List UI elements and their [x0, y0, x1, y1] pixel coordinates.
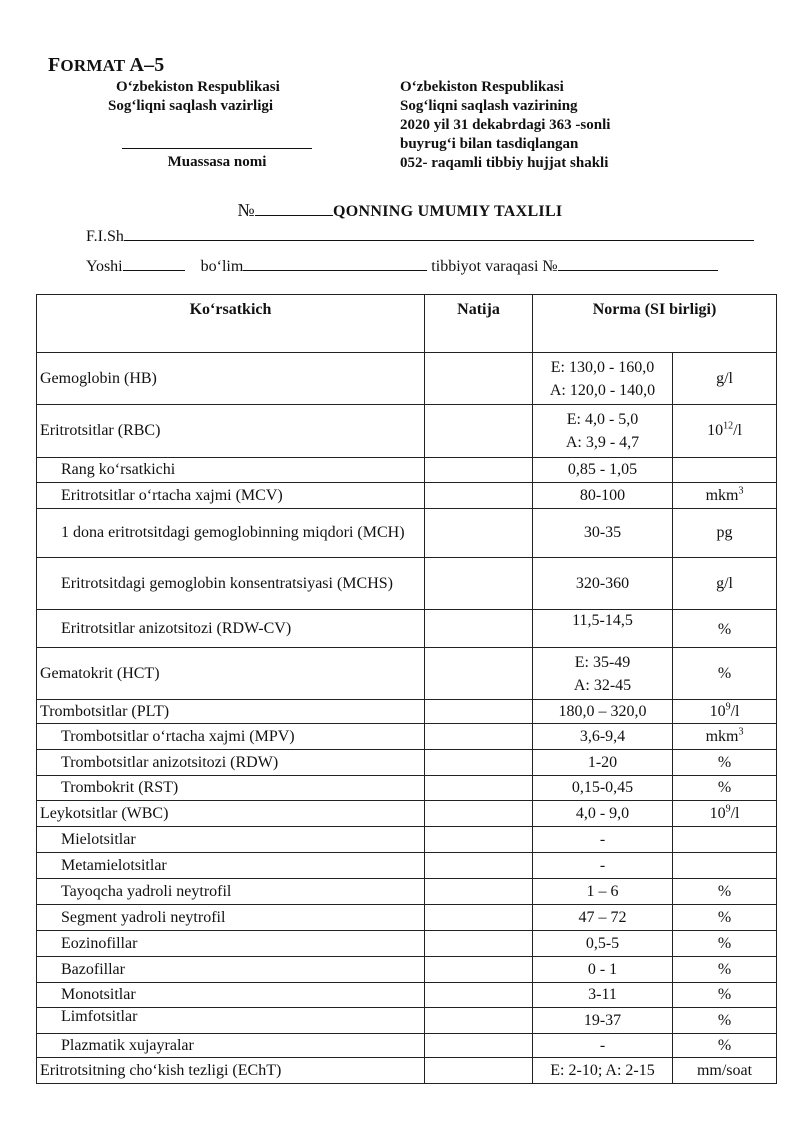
norm-cell: 3-11: [533, 983, 673, 1008]
approval-line-2: Sog‘liqni saqlash vazirining: [400, 98, 578, 114]
ministry-name: Sog‘liqni saqlash vazirligi: [108, 98, 274, 114]
unit-cell: mm/soat: [673, 1058, 777, 1084]
result-cell[interactable]: [425, 353, 533, 405]
header-result: Natija: [425, 295, 533, 353]
result-cell[interactable]: [425, 700, 533, 724]
fish-field[interactable]: [124, 224, 754, 241]
unit-cell: %: [673, 610, 777, 648]
table-row: [37, 827, 777, 853]
unit-cell: mkm$^3$: [673, 724, 777, 750]
unit-cell: $10^9/l$: [673, 700, 777, 724]
document-title: [0, 200, 800, 221]
document-title-text: QONNING UMUMIY TAXLILI: [333, 203, 563, 220]
norm-cell: -: [533, 1034, 673, 1058]
table-row: [37, 931, 777, 957]
approval-line-5: 052- raqamli tibbiy hujjat shakli: [400, 155, 609, 171]
norm-cell: 0,5-5: [533, 931, 673, 957]
table-row: [37, 776, 777, 801]
result-cell[interactable]: [425, 905, 533, 931]
result-cell[interactable]: [425, 558, 533, 610]
indicator-cell: Eritrotsitdagi gemoglobin konsentratsiyasi (MCHS): [37, 558, 425, 610]
result-cell[interactable]: [425, 983, 533, 1008]
table-row: [37, 1058, 777, 1084]
unit-cell: %: [673, 931, 777, 957]
result-cell[interactable]: [425, 853, 533, 879]
table-row: [37, 905, 777, 931]
norm-cell: 180,0 – 320,0: [533, 700, 673, 724]
indicator-cell: Trombotsitlar o‘rtacha xajmi (MPV): [37, 724, 425, 750]
indicator-cell: Tayoqcha yadroli neytrofil: [37, 879, 425, 905]
norm-cell: E: 2-10; A: 2-15: [533, 1058, 673, 1084]
indicator-cell: Limfotsitlar: [37, 1008, 425, 1034]
result-cell[interactable]: [425, 750, 533, 776]
table-row: [37, 700, 777, 724]
table-row: [37, 853, 777, 879]
unit-cell: [673, 853, 777, 879]
result-cell[interactable]: [425, 458, 533, 483]
indicator-cell: Eritrotsitlar anizotsitozi (RDW-CV): [37, 610, 425, 648]
table-header-row: [37, 295, 777, 353]
unit-cell: mkm$^3$: [673, 483, 777, 509]
ministry-country: O‘zbekiston Respublikasi: [116, 79, 280, 95]
table-row: [37, 1034, 777, 1058]
header-norm: Norma (SI birligi): [533, 295, 777, 353]
table-row: [37, 724, 777, 750]
unit-cell: $10^9/l$: [673, 801, 777, 827]
table-row: [37, 483, 777, 509]
institution-label: Muassasa nomi: [167, 154, 267, 170]
norm-cell: 80-100: [533, 483, 673, 509]
indicator-cell: Mielotsitlar: [37, 827, 425, 853]
indicator-cell: Metamielotsitlar: [37, 853, 425, 879]
indicator-cell: Bazofillar: [37, 957, 425, 983]
indicator-cell: Trombotsitlar (PLT): [37, 700, 425, 724]
format-label: FORMAT A–5: [48, 54, 165, 76]
result-cell[interactable]: [425, 1034, 533, 1058]
medical-card-label: tibbiyot varaqasi №: [431, 258, 558, 275]
result-cell[interactable]: [425, 957, 533, 983]
result-cell[interactable]: [425, 405, 533, 458]
indicator-cell: Eozinofillar: [37, 931, 425, 957]
result-cell[interactable]: [425, 610, 533, 648]
table-row: [37, 353, 777, 405]
table-row: [37, 750, 777, 776]
table-row: [37, 558, 777, 610]
norm-cell: 0,15-0,45: [533, 776, 673, 801]
institution-name-line: [122, 148, 312, 149]
age-label: Yoshi: [86, 258, 123, 275]
unit-cell: %: [673, 879, 777, 905]
medical-card-field[interactable]: [558, 254, 718, 271]
result-cell[interactable]: [425, 1058, 533, 1084]
table-row: [37, 983, 777, 1008]
table-row: [37, 509, 777, 558]
table-row: [37, 801, 777, 827]
number-sign: №: [237, 200, 256, 220]
norm-cell: E: 35-49 A: 32-45: [533, 648, 673, 700]
result-cell[interactable]: [425, 648, 533, 700]
unit-cell: g/l: [673, 558, 777, 610]
unit-cell: %: [673, 1034, 777, 1058]
indicator-cell: Segment yadroli neytrofil: [37, 905, 425, 931]
norm-cell: 47 – 72: [533, 905, 673, 931]
norm-cell: 320-360: [533, 558, 673, 610]
norm-cell: E: 4,0 - 5,0 A: 3,9 - 4,7: [533, 405, 673, 458]
department-field[interactable]: [243, 254, 427, 271]
norm-cell: 30-35: [533, 509, 673, 558]
unit-cell: %: [673, 905, 777, 931]
indicator-cell: Plazmatik xujayralar: [37, 1034, 425, 1058]
patient-details-row: [86, 254, 718, 276]
norm-cell: E: 130,0 - 160,0 A: 120,0 - 140,0: [533, 353, 673, 405]
unit-cell: [673, 458, 777, 483]
unit-cell: %: [673, 957, 777, 983]
table-row: [37, 610, 777, 648]
unit-cell: %: [673, 750, 777, 776]
approval-line-1: O‘zbekiston Respublikasi: [400, 79, 564, 95]
result-cell[interactable]: [425, 483, 533, 509]
result-cell[interactable]: [425, 509, 533, 558]
result-cell[interactable]: [425, 1008, 533, 1034]
norm-cell: 0 - 1: [533, 957, 673, 983]
table-row: [37, 1008, 777, 1034]
indicator-cell: Eritrotsitning cho‘kish tezligi (EChT): [37, 1058, 425, 1084]
indicator-cell: Rang ko‘rsatkichi: [37, 458, 425, 483]
result-cell[interactable]: [425, 724, 533, 750]
indicator-cell: Eritrotsitlar (RBC): [37, 405, 425, 458]
approval-line-4: buyrug‘i bilan tasdiqlangan: [400, 136, 579, 152]
indicator-cell: Monotsitlar: [37, 983, 425, 1008]
result-cell[interactable]: [425, 827, 533, 853]
table-row: [37, 648, 777, 700]
indicator-cell: 1 dona eritrotsitdagi gemoglobinning miqdori (MCH): [37, 509, 425, 558]
result-cell[interactable]: [425, 776, 533, 801]
norm-cell: 1 – 6: [533, 879, 673, 905]
norm-cell: 0,85 - 1,05: [533, 458, 673, 483]
indicator-cell: Trombokrit (RST): [37, 776, 425, 801]
table-row: [37, 405, 777, 458]
header-indicator: Ko‘rsatkich: [37, 295, 425, 353]
indicator-cell: Gemoglobin (HB): [37, 353, 425, 405]
table-row: [37, 957, 777, 983]
unit-cell: %: [673, 1008, 777, 1034]
norm-cell: -: [533, 827, 673, 853]
unit-cell: pg: [673, 509, 777, 558]
table-row: [37, 879, 777, 905]
approval-header: [400, 78, 700, 173]
results-table: [36, 294, 777, 1084]
norm-cell: 3,6-9,4: [533, 724, 673, 750]
indicator-cell: Leykotsitlar (WBC): [37, 801, 425, 827]
result-cell[interactable]: [425, 879, 533, 905]
indicator-cell: Gematokrit (HCT): [37, 648, 425, 700]
table-row: [37, 458, 777, 483]
unit-cell: %: [673, 983, 777, 1008]
unit-cell: [673, 827, 777, 853]
norm-cell: 19-37: [533, 1008, 673, 1034]
indicator-cell: Eritrotsitlar o‘rtacha xajmi (MCV): [37, 483, 425, 509]
norm-cell: 1-20: [533, 750, 673, 776]
norm-cell: 4,0 - 9,0: [533, 801, 673, 827]
age-field[interactable]: [123, 254, 185, 271]
unit-cell: %: [673, 776, 777, 801]
norm-cell: -: [533, 853, 673, 879]
fish-label: F.I.Sh: [86, 228, 124, 245]
department-label: bo‘lim: [200, 258, 244, 275]
indicator-cell: Trombotsitlar anizotsitozi (RDW): [37, 750, 425, 776]
unit-cell: $10^{12}/l$: [673, 405, 777, 458]
ministry-header: [108, 78, 318, 116]
document-number-field[interactable]: [255, 201, 333, 216]
result-cell[interactable]: [425, 931, 533, 957]
norm-cell: 11,5-14,5: [533, 610, 673, 648]
unit-cell: %: [673, 648, 777, 700]
unit-cell: g/l: [673, 353, 777, 405]
approval-line-3: 2020 yil 31 dekabrdagi 363 -sonli: [400, 117, 611, 133]
patient-name-row: [86, 224, 754, 246]
result-cell[interactable]: [425, 801, 533, 827]
